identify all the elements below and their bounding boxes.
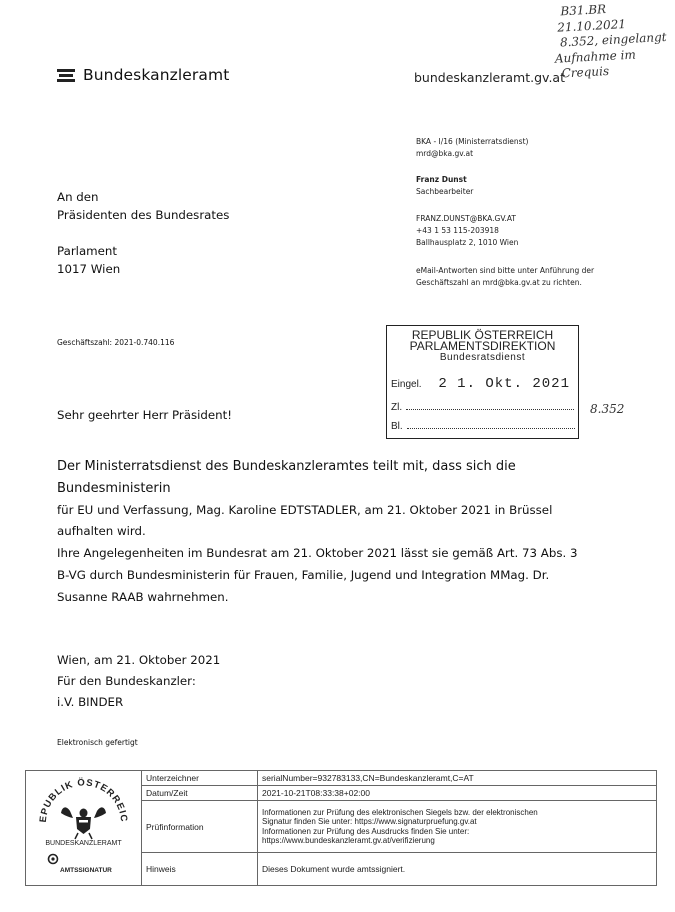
sender-name: Franz Dunst: [416, 175, 467, 184]
sender-dept-email: mrd@bka.gv.at: [416, 149, 474, 158]
seal-arc-text: EPUBLIK ÖSTERREIC: [37, 777, 130, 824]
sender-address: Ballhausplatz 2, 1010 Wien: [416, 238, 519, 247]
recipient-line: 1017 Wien: [57, 262, 121, 276]
closing-block: [57, 650, 220, 713]
svg-text:REPUBLIK ÖSTERREICH: [26, 771, 129, 823]
official-seal: [26, 771, 142, 886]
place-date: Wien, am 21. Oktober 2021: [57, 653, 221, 667]
body-line: für EU und Verfassung, Mag. Karoline EDTSTADLER, am 21. Oktober 2021 in Brüssel: [57, 502, 553, 517]
recipient-line: Parlament: [57, 244, 118, 258]
body-line: aufhalten wird.: [57, 524, 146, 539]
verification-line: Signatur finden Sie unter: https://www.signaturpruefung.gv.at: [262, 817, 477, 826]
on-behalf: Für den Bundeskanzler:: [57, 674, 196, 688]
handwritten-notes: [546, 0, 669, 83]
sender-contact-block: [416, 213, 518, 249]
sender-role: Sachbearbeiter: [416, 187, 474, 196]
signature-table: [25, 770, 657, 886]
reply-note-line: Geschäftszahl an mrd@bka.gv.at zu richten.: [416, 278, 582, 287]
handwritten-line: 21.10.2021: [556, 16, 627, 35]
stamp-line: REPUBLIK ÖSTERREICH: [411, 328, 554, 342]
signer-name: i.V. BINDER: [57, 695, 124, 709]
receipt-stamp: [386, 325, 579, 439]
handwritten-line: B31.BR: [560, 2, 607, 19]
handwritten-line: 8.352, eingelangt: [559, 29, 667, 50]
reply-note-line: eMail-Antworten sind bitte unter Anführung der: [416, 266, 595, 275]
org-name: Bundeskanzleramt: [83, 66, 230, 84]
sig-key: Prüfinformation: [142, 801, 258, 853]
recipient-address: [57, 188, 229, 278]
sender-dept-block: [416, 136, 528, 160]
sig-key: Hinweis: [142, 853, 258, 886]
reply-note: [416, 265, 594, 289]
website-address: bundeskanzleramt.gv.at: [414, 70, 565, 85]
sender-email: FRANZ.DUNST@BKA.GV.AT: [416, 214, 517, 223]
stamp-zl-row: [391, 402, 574, 413]
sender-person-block: [416, 174, 473, 198]
recipient-line: Präsidenten des Bundesrates: [57, 208, 230, 222]
body-line: Susanne RAAB wahrnehmen.: [57, 589, 229, 604]
verification-line: Informationen zur Prüfung des elektronischen Siegels bzw. der elektronischen: [262, 807, 538, 817]
seal-brand: AMTSSIGNATUR: [60, 867, 112, 874]
austria-eagle-seal-icon: [26, 771, 141, 883]
sig-value: 2021-10-21T08:33:38+02:00: [258, 786, 657, 801]
stamp-line: Bundesratsdienst: [439, 352, 526, 363]
stamp-eingel-label: Eingel.: [391, 379, 422, 390]
body-line: Der Ministerratsdienst des Bundeskanzleramtes teilt mit, dass sich die Bundesministerin: [57, 459, 516, 496]
stamp-date: 2 1. Okt. 2021: [438, 376, 570, 392]
salutation: Sehr geehrter Herr Präsident!: [57, 408, 232, 422]
sender-phone: +43 1 53 115-203918: [416, 226, 499, 235]
stamp-bl-label: Bl.: [391, 421, 403, 432]
sig-value: serialNumber=932783133,CN=Bundeskanzleramt,C=AT: [258, 771, 657, 786]
stamp-eingel-row: [391, 376, 570, 392]
margin-handwritten-note: 8.352: [590, 402, 625, 416]
electronic-note: Elektronisch gefertigt: [57, 738, 138, 747]
handwritten-line: Aufnahme im: [554, 47, 637, 66]
sig-key: Unterzeichner: [142, 771, 258, 786]
verification-line: Informationen zur Prüfung des Ausdrucks finden Sie unter:: [262, 826, 470, 836]
sender-dept: BKA - I/16 (Ministerratsdienst): [416, 137, 529, 146]
handwritten-line: Crequis: [561, 63, 610, 81]
reference-number: Geschäftszahl: 2021-0.740.116: [57, 338, 175, 347]
stamp-bl-row: [391, 421, 575, 432]
body-line: Ihre Angelegenheiten im Bundesrat am 21. Oktober 2021 lässt sie gemäß Art. 73 Abs. 3: [57, 546, 578, 561]
recipient-line: An den: [57, 190, 99, 204]
letter-body: [57, 456, 597, 609]
body-line: B-VG durch Bundesministerin für Frauen, Familie, Jugend und Integration MMag. Dr.: [57, 567, 550, 582]
stamp-zl-label: Zl.: [391, 402, 403, 413]
letterhead-logo: [57, 66, 229, 84]
seal-org: BUNDESKANZLERAMT: [45, 840, 122, 847]
verification-line: https://www.bundeskanzleramt.gv.at/verifizierung: [262, 836, 435, 845]
sig-key: Datum/Zeit: [142, 786, 258, 801]
sig-value-verification: [258, 801, 657, 853]
stamp-line: PARLAMENTSDIREKTION: [409, 339, 556, 353]
sig-value: Dieses Dokument wurde amtssigniert.: [258, 853, 657, 886]
austria-flag-icon: [57, 69, 75, 81]
